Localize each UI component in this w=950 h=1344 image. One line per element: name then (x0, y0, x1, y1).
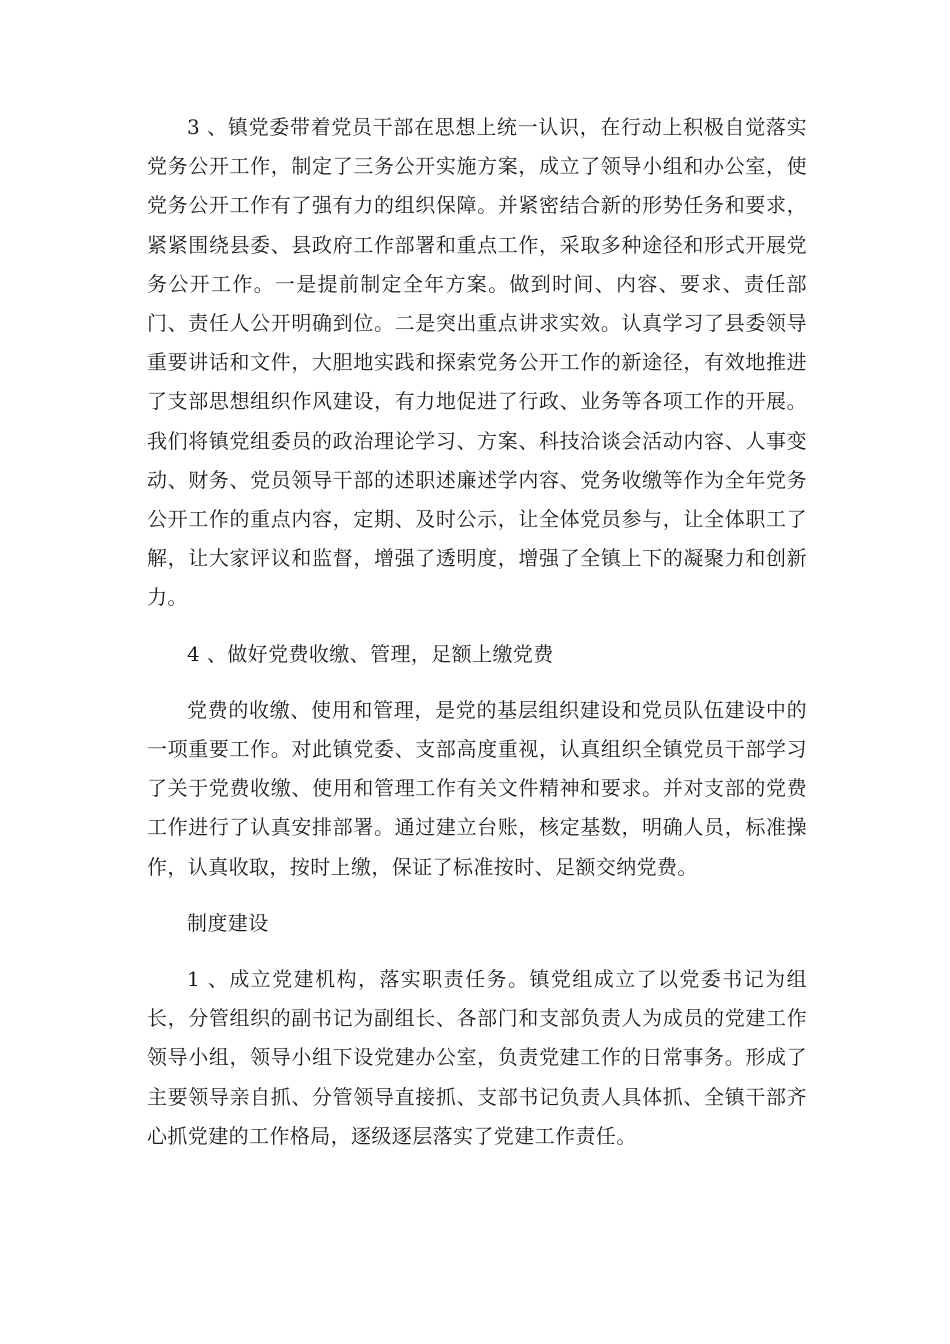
document-page (147, 108, 807, 1156)
paragraph-party-affairs-disclosure: 3 、镇党委带着党员干部在思想上统一认识，在行动上积极自觉落实党务公开工作，制定了三务公开实施方案，成立了领导小组和办公室，使党务公开工作有了强有力的组织保障。并紧密结合新的形势任务和要求，紧紧围绕县委、县政府工作部署和重点工作，采取多种途径和形式开展党务公开工作。一是提前制定全年方案。做到时间、内容、要求、责任部门、责任人公开明确到位。二是突出重点讲求实效。认真学习了县委领导重要讲话和文件，大胆地实践和探索党务公开工作的新途径，有效地推进了支部思想组织作风建设，有力地促进了行政、业务等各项工作的开展。我们将镇党组委员的政治理论学习、方案、科技洽谈会活动内容、人事变动、财务、党员领导干部的述职述廉述学内容、党务收缴等作为全年党务公开工作的重点内容，定期、及时公示，让全体党员参与，让全体职工了解，让大家评议和监督，增强了透明度，增强了全镇上下的凝聚力和创新力。 (147, 115, 807, 610)
paragraph-party-dues: 党费的收缴、使用和管理，是党的基层组织建设和党员队伍建设中的一项重要工作。对此镇党委、支部高度重视，认真组织全镇党员干部学习了关于党费收缴、使用和管理工作有关文件精神和要求。并对支部的党费工作进行了认真安排部署。通过建立台账，核定基数，明确人员，标准操作，认真收取，按时上缴，保证了标准按时、足额交纳党费。 (147, 697, 807, 879)
paragraph-party-building-organization: 1 、成立党建机构，落实职责任务。镇党组成立了以党委书记为组长，分管组织的副书记为副组长、各部门和支部负责人为成员的党建工作领导小组，领导小组下设党建办公室，负责党建工作的日常事务。形成了主要领导亲自抓、分管领导直接抓、支部书记负责人具体抓、全镇干部齐心抓党建的工作格局，逐级逐层落实了党建工作责任。 (147, 967, 807, 1148)
heading-party-dues: 4 、做好党费收缴、管理，足额上缴党费 (187, 641, 554, 666)
heading-system-construction: 制度建设 (187, 910, 269, 935)
